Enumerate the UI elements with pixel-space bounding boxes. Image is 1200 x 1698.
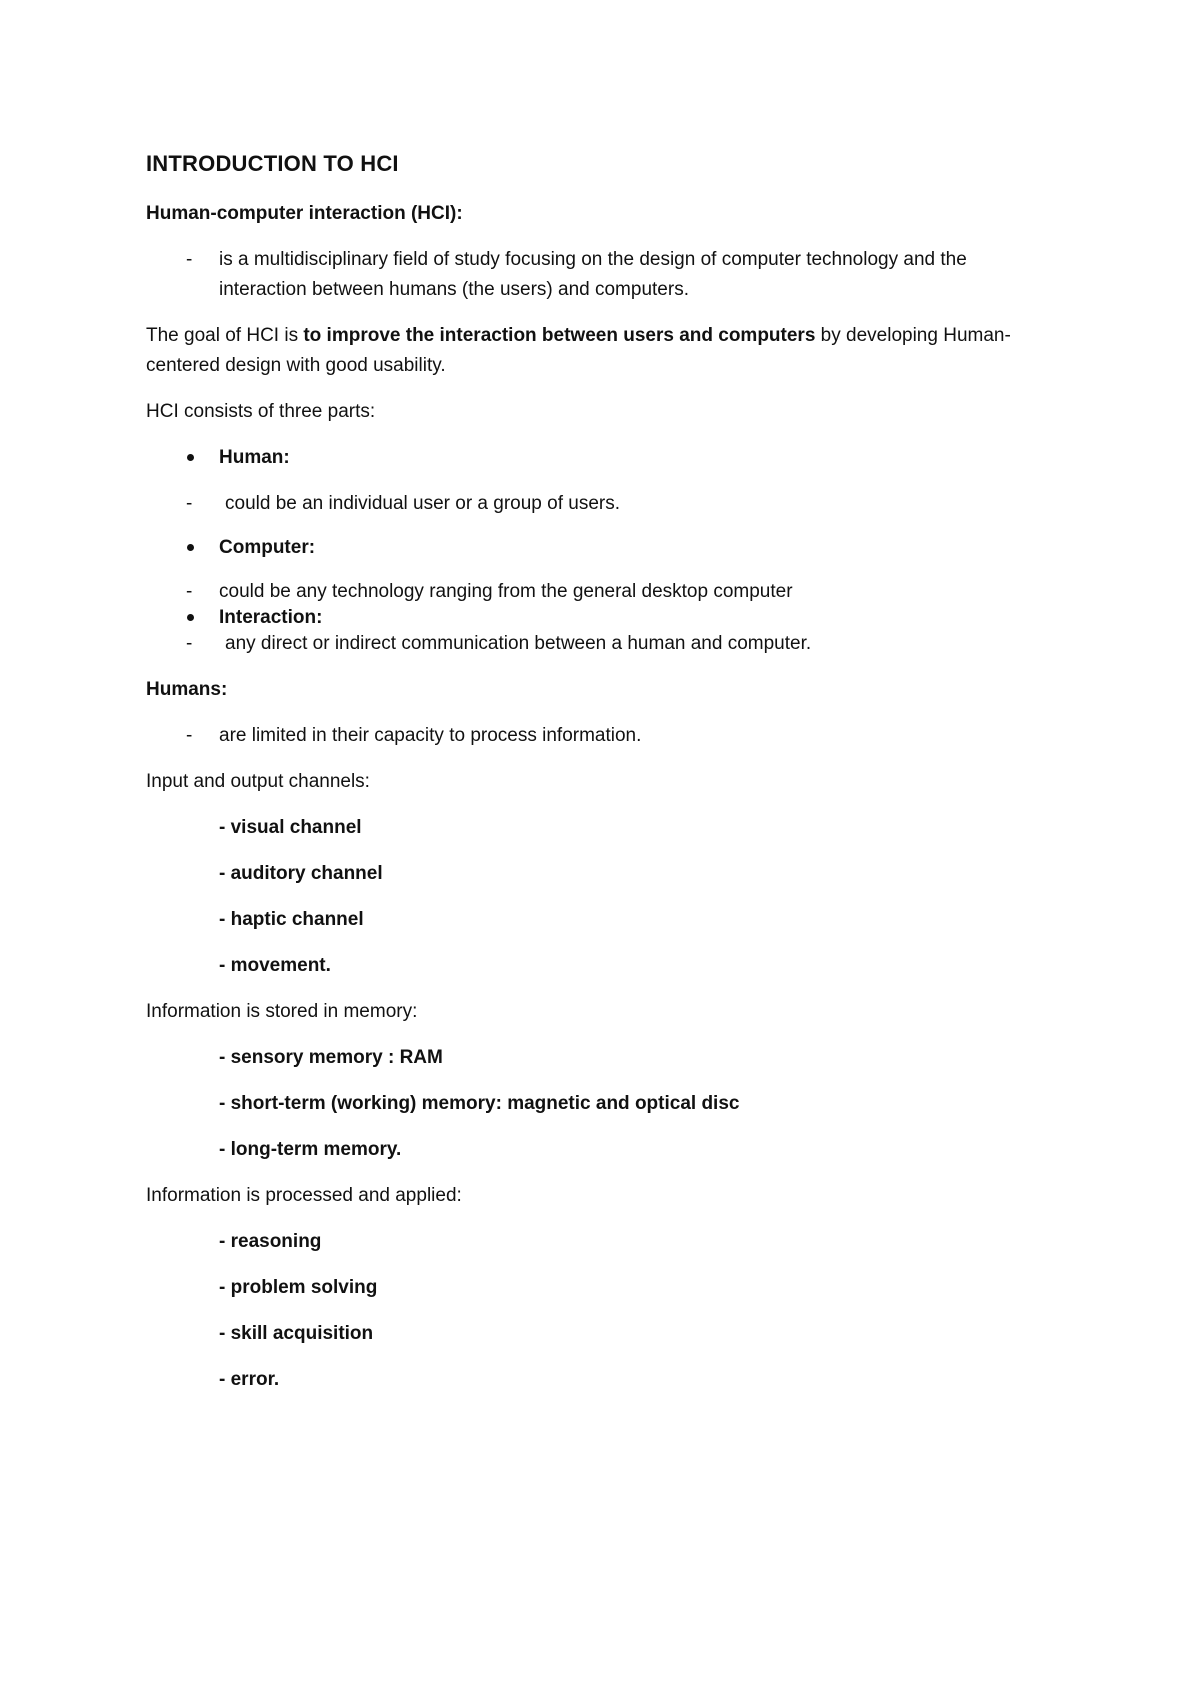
- parts-intro: HCI consists of three parts:: [146, 401, 376, 422]
- memory-item: [219, 1092, 739, 1116]
- io-item: [219, 954, 331, 978]
- io-intro: Input and output channels:: [146, 771, 370, 792]
- memory-item-text: long-term memory.: [230, 1139, 402, 1160]
- dash-marker: -: [219, 955, 226, 976]
- dash-marker: -: [219, 1231, 226, 1252]
- dash-marker: -: [219, 1093, 226, 1114]
- goal-suffix: by developing Human-: [815, 325, 1011, 346]
- bullet-icon: [187, 544, 194, 551]
- dash-marker: -: [186, 249, 193, 270]
- process-item: [219, 1230, 321, 1254]
- dash-marker: -: [186, 493, 193, 514]
- hci-definition-line1: is a multidisciplinary field of study focusing on the design of computer technology and the: [219, 249, 967, 270]
- dash-marker: -: [219, 1047, 226, 1068]
- page-title: INTRODUCTION TO HCI: [146, 151, 399, 176]
- part-computer-desc: could be any technology ranging from the general desktop computer: [219, 581, 793, 602]
- dash-marker: -: [186, 725, 193, 746]
- memory-item-text: sensory memory : RAM: [230, 1047, 443, 1068]
- process-item-text: skill acquisition: [230, 1323, 374, 1344]
- part-human-desc: could be an individual user or a group of users.: [225, 493, 621, 514]
- process-intro: Information is processed and applied:: [146, 1185, 462, 1206]
- humans-heading: Humans:: [146, 679, 228, 700]
- goal-line2: centered design with good usability.: [146, 355, 446, 376]
- part-interaction-desc: any direct or indirect communication between a human and computer.: [225, 633, 812, 654]
- io-item: [219, 908, 364, 932]
- process-item-text: error.: [230, 1369, 280, 1390]
- dash-marker: -: [219, 909, 226, 930]
- io-item-text: movement.: [230, 955, 331, 976]
- io-item-text: haptic channel: [230, 909, 364, 930]
- dash-marker: -: [219, 1277, 226, 1298]
- dash-marker: -: [219, 1139, 226, 1160]
- part-computer-label: Computer:: [219, 537, 316, 558]
- process-item: [219, 1276, 377, 1300]
- goal-bold: to improve the interaction between users and computers: [303, 325, 816, 346]
- dash-marker: -: [219, 863, 226, 884]
- humans-desc: are limited in their capacity to process information.: [219, 725, 642, 746]
- hci-definition-line2: interaction between humans (the users) and computers.: [219, 279, 689, 300]
- dash-marker: -: [219, 1323, 226, 1344]
- memory-item: [219, 1046, 443, 1070]
- process-item: [219, 1368, 279, 1392]
- dash-marker: -: [219, 817, 226, 838]
- process-item-text: reasoning: [230, 1231, 322, 1252]
- memory-item-text: short-term (working) memory: magnetic and optical disc: [230, 1093, 740, 1114]
- dash-marker: -: [186, 581, 193, 602]
- io-item-text: visual channel: [230, 817, 362, 838]
- goal-prefix: The goal of HCI is: [146, 325, 304, 346]
- io-item-text: auditory channel: [230, 863, 383, 884]
- memory-item: [219, 1138, 401, 1162]
- part-human-label: Human:: [219, 447, 290, 468]
- dash-marker: -: [186, 633, 193, 654]
- process-item: [219, 1322, 373, 1346]
- process-item-text: problem solving: [230, 1277, 378, 1298]
- part-interaction-label: Interaction:: [219, 607, 323, 628]
- bullet-icon: [187, 454, 194, 461]
- hci-heading: Human-computer interaction (HCI):: [146, 203, 463, 224]
- memory-intro: Information is stored in memory:: [146, 1001, 418, 1022]
- bullet-icon: [187, 614, 194, 621]
- goal-line1: [146, 324, 1011, 348]
- io-item: [219, 816, 362, 840]
- io-item: [219, 862, 383, 886]
- dash-marker: -: [219, 1369, 226, 1390]
